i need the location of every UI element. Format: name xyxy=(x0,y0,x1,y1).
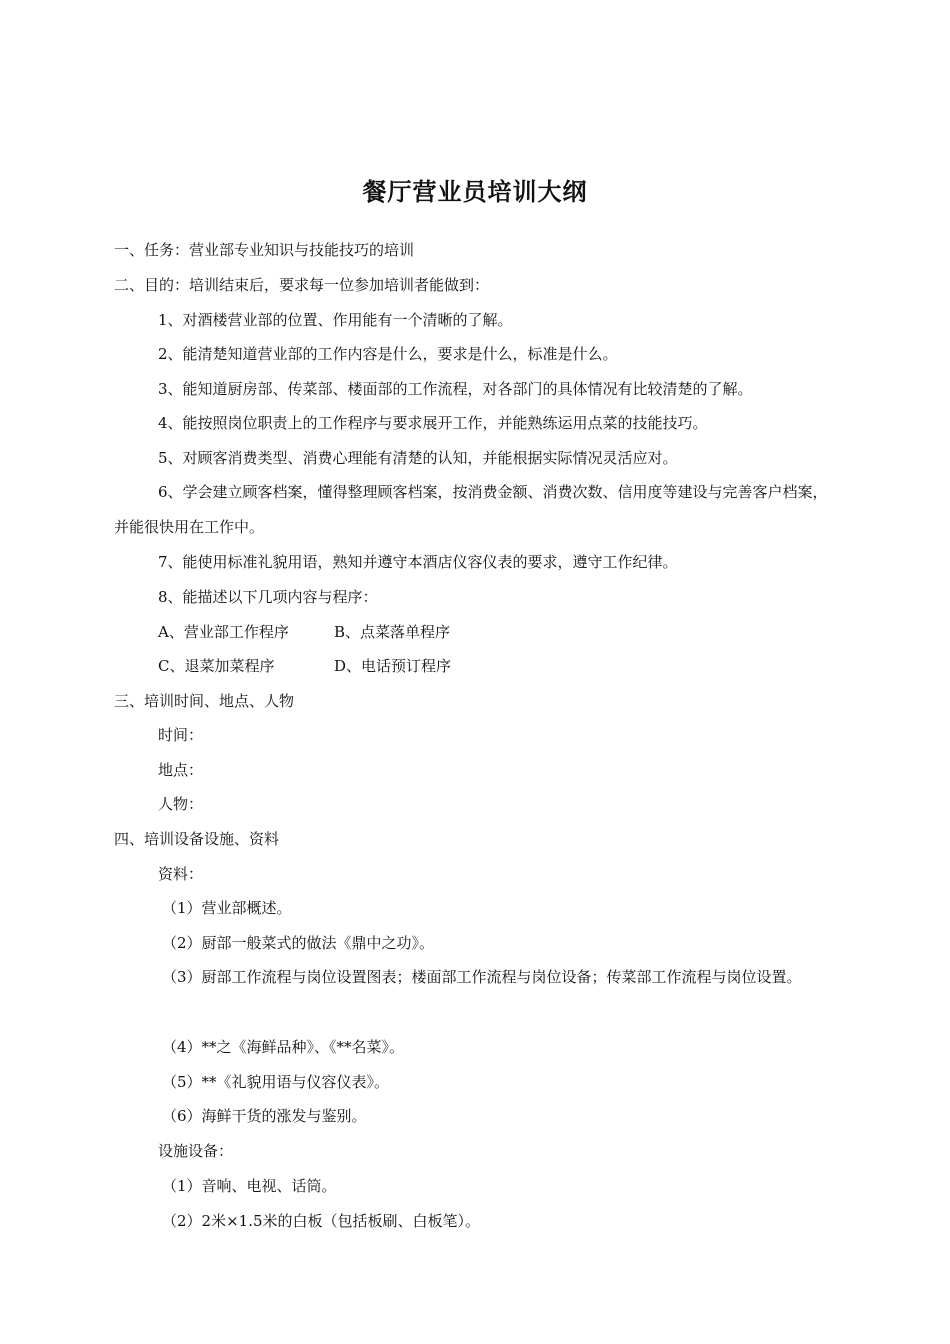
facilities-label: 设施设备： xyxy=(158,1142,234,1160)
facility-item: （2）2米×1.5米的白板（包括板刷、白板笔）。 xyxy=(162,1212,481,1230)
goal-item: 6、学会建立顾客档案，懂得整理顾客档案，按消费金额、消费次数、信用度等建设与完善客户档案，并能很快用在工作中。 xyxy=(114,483,828,536)
section-task: 一、任务：营业部专业知识与技能技巧的培训 xyxy=(114,241,415,259)
material-item: （6）海鲜干货的涨发与鉴别。 xyxy=(162,1107,367,1125)
person-label: 人物： xyxy=(158,795,204,813)
place-label: 地点： xyxy=(158,761,204,779)
procedure-c: C、退菜加菜程序 xyxy=(158,657,275,675)
goal-item: 5、对顾客消费类型、消费心理能有清楚的认知，并能根据实际情况灵活应对。 xyxy=(158,449,678,467)
material-item: （2）厨部一般菜式的做法《鼎中之功》。 xyxy=(162,934,435,952)
procedure-d: D、电话预订程序 xyxy=(334,657,452,675)
material-item: （3）厨部工作流程与岗位设置图表；楼面部工作流程与岗位设备；传菜部工作流程与岗位设置。 xyxy=(162,968,802,986)
goal-item: 7、能使用标准礼貌用语，熟知并遵守本酒店仪容仪表的要求，遵守工作纪律。 xyxy=(158,553,678,571)
document-title: 餐厅营业员培训大纲 xyxy=(362,178,588,206)
goal-item: 2、能清楚知道营业部的工作内容是什么，要求是什么，标准是什么。 xyxy=(158,345,618,363)
section-equipment: 四、培训设备设施、资料 xyxy=(114,830,280,848)
material-item: （4）**之《海鲜品种》、《**名菜》。 xyxy=(162,1038,405,1056)
materials-label: 资料： xyxy=(158,865,204,883)
section-goal: 二、目的：培训结束后，要求每一位参加培训者能做到： xyxy=(114,276,490,294)
goal-item: 4、能按照岗位职责上的工作程序与要求展开工作，并能熟练运用点菜的技能技巧。 xyxy=(158,414,708,432)
goal-item: 1、对酒楼营业部的位置、作用能有一个清晰的了解。 xyxy=(158,311,513,329)
material-item: （5）**《礼貌用语与仪容仪表》。 xyxy=(162,1073,390,1091)
facility-item: （1）音响、电视、话筒。 xyxy=(162,1177,337,1195)
section-schedule: 三、培训时间、地点、人物 xyxy=(114,692,295,710)
time-label: 时间： xyxy=(158,726,204,744)
procedure-a: A、营业部工作程序 xyxy=(158,623,289,641)
material-item: （1）营业部概述。 xyxy=(162,899,292,917)
goal-item: 3、能知道厨房部、传菜部、楼面部的工作流程，对各部门的具体情况有比较清楚的了解。 xyxy=(158,380,753,398)
goal-item: 8、能描述以下几项内容与程序： xyxy=(158,588,378,606)
procedure-b: B、点菜落单程序 xyxy=(334,623,451,641)
